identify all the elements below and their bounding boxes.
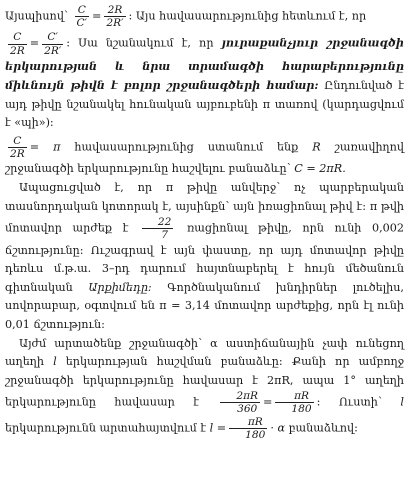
pi-definition-text: Ընդունված է այդ թիվը նշանակել հունական այբուբենի π տառով (կարդացվում է «պի»): xyxy=(5,79,404,130)
paragraph-4 xyxy=(5,179,404,335)
paragraph-5 xyxy=(5,335,404,441)
lead-word: Այսպիսով՝ xyxy=(5,9,68,23)
archimedes-name: Արքիմեդը: xyxy=(88,280,152,294)
paragraph-2-text: : Սա նշանակում է, որ xyxy=(66,37,214,51)
paragraph-1-text: : Այս հավասարությունից հետևում է, որ xyxy=(128,9,367,23)
key-statement: յուրաքանչյուր շրջանագծի երկարության և նրա տրամագծի հարաբերությունը միևնույն թիվն է բոլոր շրջանագծերի համար: xyxy=(5,36,405,93)
equals-sign: = xyxy=(29,37,40,51)
variable-l: l xyxy=(53,355,57,369)
paragraph-5-text-5: բանաձևով: xyxy=(288,421,358,435)
circumference-formula: C = 2πR. xyxy=(294,162,346,176)
fraction-c-over-2r: $\frac{C}{2R}$ xyxy=(10,31,25,57)
paragraph-2 xyxy=(5,31,404,133)
fraction-c-over-c-prime: $\frac{C}{C'}$ xyxy=(76,4,88,30)
paragraph-3 xyxy=(5,135,404,179)
paragraph-5-text-4: երկարությունն արտահայտվում է xyxy=(5,421,207,435)
variable-l: l xyxy=(400,395,404,409)
paragraph-5-text: Այժմ արտածենք շրջանագծի՝ α աստիճանային չափ ունեցող աղեղի xyxy=(5,336,404,369)
paragraph-3-text: հավասարությունից ստանում ենք xyxy=(74,140,299,154)
equals-sign: = xyxy=(92,9,102,23)
arc-length-rhs: · α xyxy=(270,421,286,435)
equals-pi: = π xyxy=(29,140,61,154)
equals-sign: = xyxy=(263,395,273,409)
paragraph-3-text-2: շառավիղով շրջանագծի երկարությունը հաշվելու բանաձևը՝ xyxy=(5,140,404,176)
arc-length-lhs: l = xyxy=(209,421,227,435)
paragraph-4-text-2: ռացիոնալ թիվը, որն ունի 0,002 ճշտությունը: Ուշագրավ է այն փաստը, որ այդ մոտավոր թիվը դեռևս մ.թ.ա. 3–րդ դարում հայտնաբերել է հույն մեծանուն գիտնական xyxy=(5,221,405,294)
fraction-c-prime-over-2r-prime: $\frac{C'}{2R'}$ xyxy=(44,31,62,57)
paragraph-5-text-2: երկարության հաշվման բանաձևը: Քանի որ ամբողջ շրջանագծի երկարությունը հավասար է 2πR, ապա 1° աղեղի երկարությունը հավասար է xyxy=(5,355,405,409)
variable-r: R xyxy=(312,140,321,154)
fraction-c-over-2r: $\frac{C}{2R}$ xyxy=(10,135,25,161)
fraction-2r-over-2r-prime: $\frac{2R}{2R'}$ xyxy=(106,4,124,30)
paragraph-1 xyxy=(5,4,404,29)
fraction-pir-over-180: $\frac{\pi R}{180}$ xyxy=(275,390,313,415)
fraction-2pir-over-360: $\frac{2\pi R}{360}$ xyxy=(220,390,260,415)
fraction-pir-over-180: $\frac{\pi R}{180}$ xyxy=(229,416,267,441)
paragraph-5-text-3: : Ուստի՝ xyxy=(316,395,382,409)
paragraph-4-text: Ապացուցված է, որ π թիվը անվերջ՝ ոչ պարբերական տասնորդական կոտորակ է, այսինքն՝ այն իռացիոնալ թիվ է: π թվի մոտավոր արժեք է xyxy=(5,181,404,235)
fraction-22-over-7: $\frac{22}{7}$ xyxy=(142,216,173,241)
paragraph-4-text-3: Գործնականում խնդիրներ լուծելիս, սովորաբար, օգտվում են π = 3,14 մոտավոր արժեքից, որն էլ ունի 0,01 ճշտություն: xyxy=(5,280,404,331)
